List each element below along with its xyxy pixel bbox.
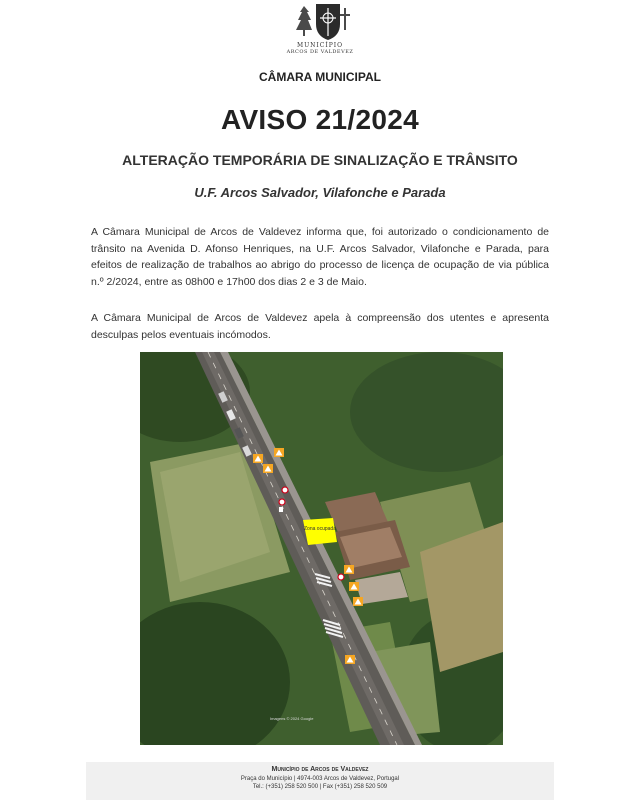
notice-location: U.F. Arcos Salvador, Vilafonche e Parada	[194, 185, 446, 200]
aerial-map	[140, 352, 503, 745]
traffic-sign-icon	[282, 487, 288, 493]
warning-sign-icon	[349, 582, 359, 591]
traffic-sign-icon	[338, 574, 344, 580]
logo-text-arcos: ARCOS DE VALDEVEZ	[286, 49, 354, 55]
map-image-credit: Imagens © 2024 Google	[270, 716, 314, 721]
footer-address: Praça do Município | 4974-003 Arcos de Valdevez, Portugal	[240, 775, 400, 782]
warning-sign-icon	[253, 454, 263, 463]
warning-sign-icon	[345, 655, 355, 664]
footer-municipality: Município de Arcos de Valdevez	[271, 766, 369, 773]
page-footer	[86, 762, 554, 800]
warning-sign-icon	[274, 448, 284, 457]
warning-sign-icon	[353, 597, 363, 606]
zone-label: Zona ocupada	[304, 526, 336, 532]
notice-paragraph-1: A Câmara Municipal de Arcos de Valdevez informa que, foi autorizado o condicionamento de trânsito na Avenida D. Afonso Henriques, na U.F. Arcos Salvador, Vilafonche e Parada, para efeitos de realização de trabalhos ao abrigo do processo de licença de ocupação de via pública n.º 2/2024, entre as 08h00 e 17h00 dos dias 2 e 3 de Maio.	[91, 226, 549, 288]
traffic-sign-icon	[279, 507, 283, 512]
organization-name: CÂMARA MUNICIPAL	[259, 70, 381, 84]
warning-sign-icon	[263, 464, 273, 473]
traffic-sign-icon	[279, 499, 285, 505]
logo-text-municipio: MUNICÍPIO	[296, 42, 344, 49]
footer-contacts: Tel.: (+351) 258 520 500 | Fax (+351) 258 520 509	[252, 784, 388, 790]
warning-sign-icon	[344, 565, 354, 574]
notice-subtitle: ALTERAÇÃO TEMPORÁRIA DE SINALIZAÇÃO E TRÂNSITO	[122, 152, 518, 168]
notice-paragraph-2: A Câmara Municipal de Arcos de Valdevez apela à compreensão dos utentes e apresenta desculpas pelos eventuais incómodos.	[91, 312, 549, 341]
notice-title: AVISO 21/2024	[221, 104, 419, 135]
